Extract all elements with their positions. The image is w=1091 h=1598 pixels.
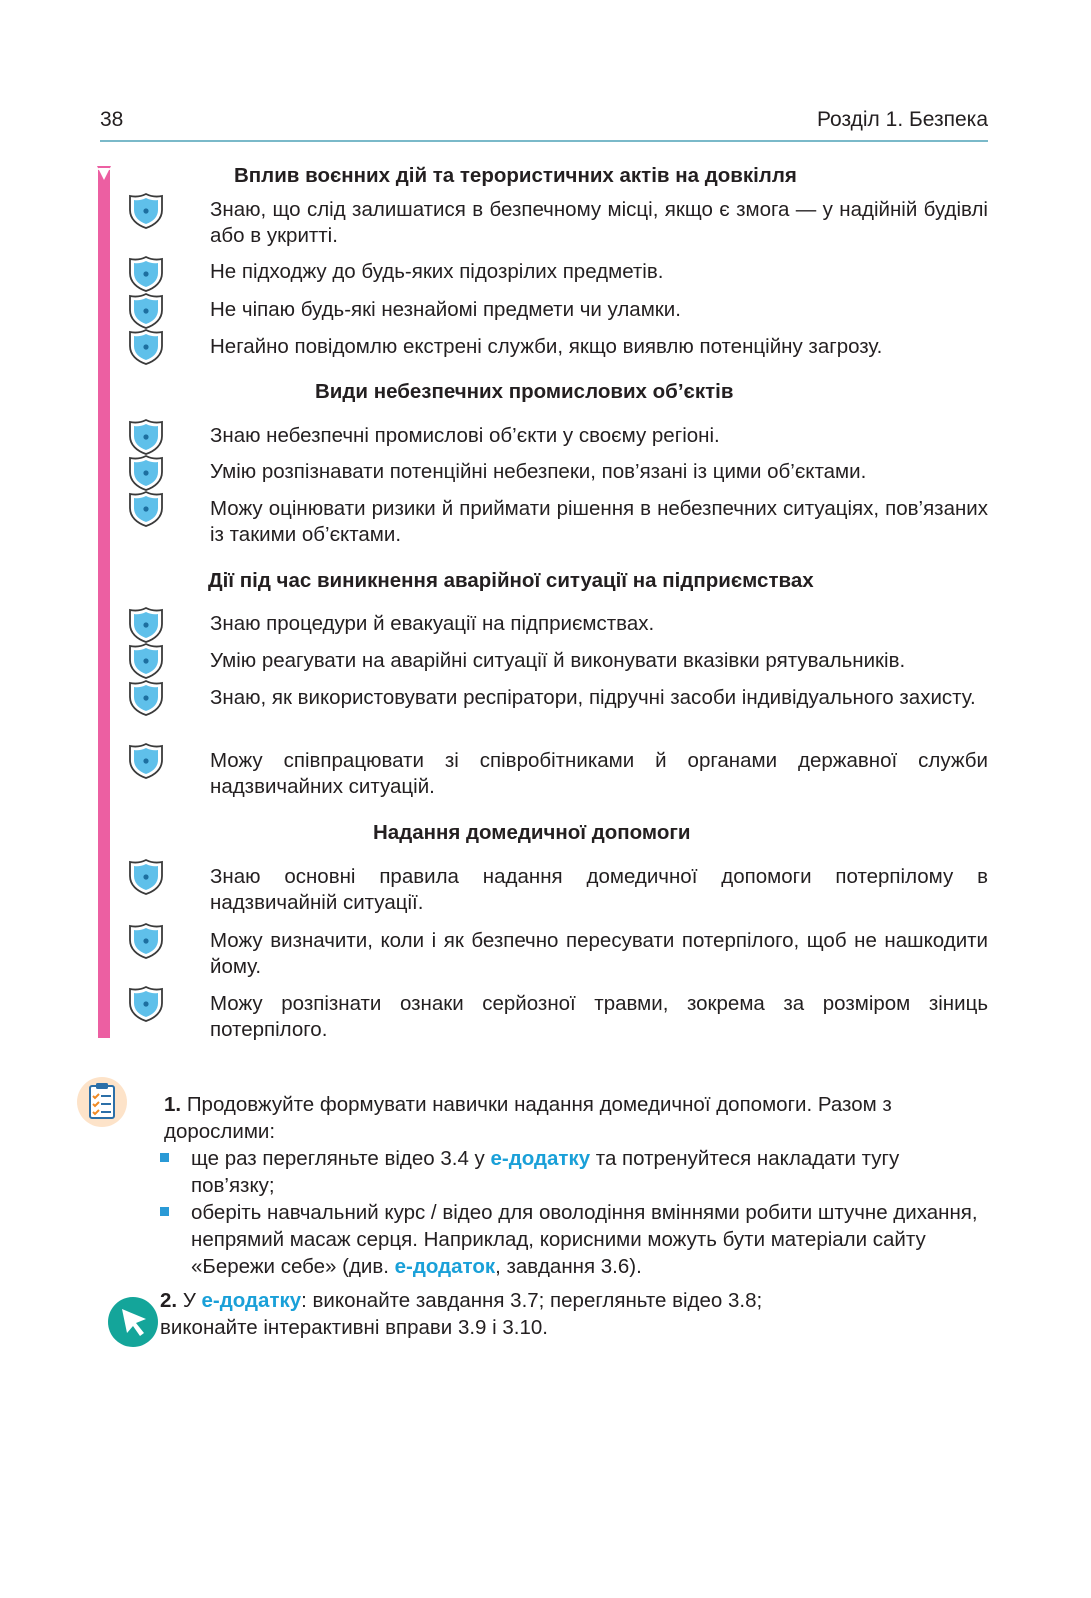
shield-icon <box>126 606 166 644</box>
page-number: 38 <box>100 108 124 131</box>
bullet-text: , завдання 3.6). <box>495 1255 642 1278</box>
list-item: Можу оцінювати ризики й приймати рішення в небезпечних ситуаціях, пов’язаних із такими об’єктами. <box>210 497 988 546</box>
page-header <box>100 104 988 142</box>
list-item: Можу розпізнати ознаки серйозної травми, зокрема за розміром зіниць потерпілого. <box>210 992 988 1041</box>
running-head: Розділ 1. Безпека <box>816 108 988 131</box>
shield-icon <box>126 255 166 293</box>
task-list-icon <box>76 1076 128 1128</box>
section-title: Дії під час виникнення аварійної ситуації на підприємствах <box>208 569 814 592</box>
accent-bar-tip-inner <box>98 168 110 180</box>
cursor-click-icon <box>106 1295 160 1349</box>
section-title: Надання домедичної допомоги <box>373 821 691 844</box>
shield-icon <box>126 454 166 492</box>
task-1 <box>164 1091 988 1145</box>
list-item: Можу співпрацювати зі співробітниками й органами державної служби надзвичайних ситуацій. <box>210 749 988 798</box>
task-text: У <box>182 1289 202 1312</box>
section-title: Види небезпечних промислових об’єктів <box>315 380 734 403</box>
list-item: Знаю, що слід залишатися в безпечному місці, якщо є змога — у надійній будівлі або в укритті. <box>210 198 988 247</box>
e-supplement-link[interactable]: е-додатку <box>201 1289 302 1312</box>
shield-icon <box>126 418 166 456</box>
shield-icon <box>126 642 166 680</box>
list-item: Не підходжу до будь-яких підозрілих предметів. <box>210 260 664 283</box>
shield-icon <box>126 328 166 366</box>
e-supplement-link[interactable]: е-додаток <box>394 1255 496 1278</box>
shield-icon <box>126 985 166 1023</box>
bullet-text: оберіть навчальний курс / відео для оволодіння вміннями робити штучне дихання, непрямий масаж серця. Наприклад, корисними можуть бути матеріали сайту «Бережи себе» (див. <box>191 1201 978 1278</box>
task-1-bullet-1 <box>191 1145 988 1199</box>
shield-icon <box>126 292 166 330</box>
list-item: Знаю, як використовувати респіратори, підручні засоби індивідуального захисту. <box>210 686 976 709</box>
shield-icon <box>126 922 166 960</box>
shield-icon <box>126 490 166 528</box>
list-item: Знаю небезпечні промислові об’єкти у своєму регіоні. <box>210 424 720 447</box>
bullet-marker <box>160 1207 169 1216</box>
shield-icon <box>126 742 166 780</box>
task-number: 1. <box>164 1093 182 1116</box>
task-text: Продовжуйте формувати навички надання домедичної допомоги. Разом з дорослими: <box>164 1093 892 1143</box>
task-text: : виконайте завдання 3.7; перегляньте відео 3.8; виконайте інтерактивні вправи 3.9 і 3.10. <box>160 1289 763 1339</box>
list-item: Умію реагувати на аварійні ситуації й виконувати вказівки рятувальників. <box>210 649 906 672</box>
list-item: Знаю процедури й евакуації на підприємствах. <box>210 612 655 635</box>
task-number: 2. <box>160 1289 178 1312</box>
list-item: Знаю основні правила надання домедичної допомоги потерпілому в надзвичайній ситуації. <box>210 865 988 914</box>
bullet-text: та потренуйтеся накладати тугу пов’язку; <box>191 1147 900 1197</box>
task-1-bullet-2 <box>191 1199 988 1280</box>
section-title: Вплив воєнних дій та терористичних актів на довкілля <box>234 164 797 187</box>
bullet-marker <box>160 1153 169 1162</box>
list-item: Негайно повідомлю екстрені служби, якщо виявлю потенційну загрозу. <box>210 335 883 358</box>
list-item: Не чіпаю будь-які незнайомі предмети чи уламки. <box>210 298 681 321</box>
list-item: Умію розпізнавати потенційні небезпеки, пов’язані із цими об’єктами. <box>210 460 867 483</box>
task-2 <box>160 1287 860 1341</box>
shield-icon <box>126 192 166 230</box>
e-supplement-link[interactable]: е-додатку <box>490 1147 591 1170</box>
bullet-text: ще раз перегляньте відео 3.4 у <box>191 1147 491 1170</box>
list-item: Можу визначити, коли і як безпечно пересувати потерпілого, щоб не нашкодити йому. <box>210 929 988 978</box>
section-accent-bar <box>98 170 110 1038</box>
shield-icon <box>126 679 166 717</box>
shield-icon <box>126 858 166 896</box>
